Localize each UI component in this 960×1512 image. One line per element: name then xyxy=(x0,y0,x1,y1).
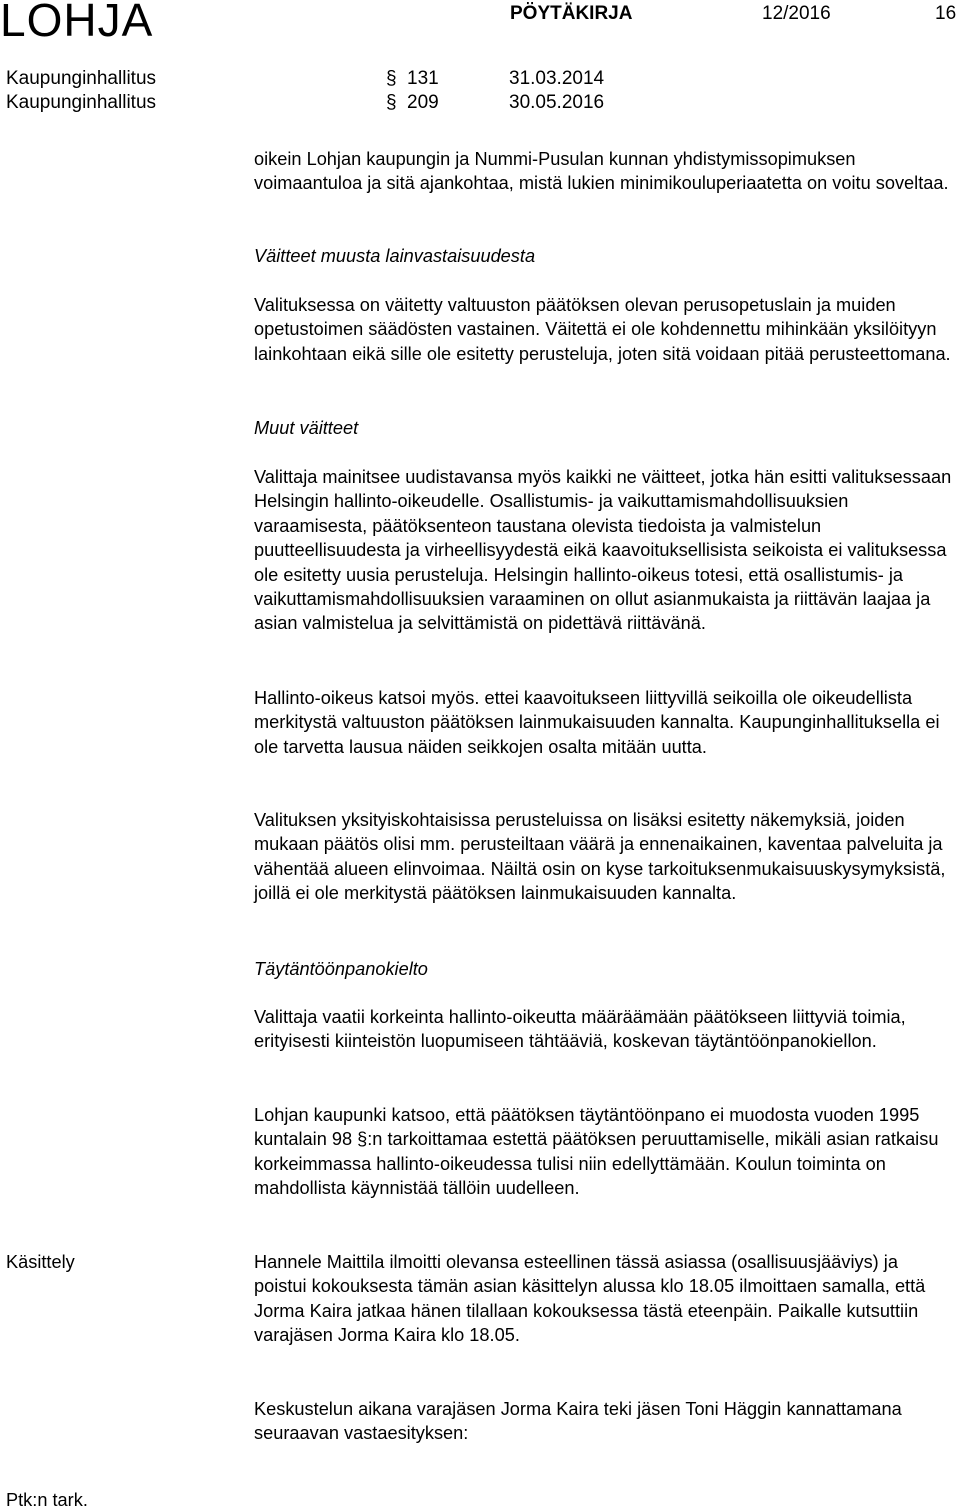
document-type: PÖYTÄKIRJA xyxy=(510,3,633,24)
paragraph: Hannele Maittila ilmoitti olevansa esteellinen tässä asiassa (osallisuusjääviys) ja poistui kokouksesta tämän asian käsittelyn alussa klo 18.05 ilmoittaen samalla, että Jorma Kaira jatkaa hänen tilallaan kokouksessa tästä eteenpäin. Paikalle kutsuttiin varajäsen Jorma Kaira klo 18.05. xyxy=(254,1252,926,1346)
meta-org: Kaupunginhallitus xyxy=(6,68,157,89)
paragraph: Valittaja mainitsee uudistavansa myös kaikki ne väitteet, jotka hän esitti valituksessaan Helsingin hallinto-oikeudelle. Osallistumis- ja vaikuttamismahdollisuuksien varaamisesta, päätöksenteon taustana olevista tiedoista ja valmistelun puutteellisuudesta ja virheellisyydestä eikä kaavoituksellisista seikoista ei valituksessa ole esitetty uusia perusteluja. Helsingin hallinto-oikeus totesi, että osallistumis- ja vaikuttamismahdollisuuksien varaaminen on ollut asianmukaista ja riittävän laajaa ja asian valmistelua ja selvittämistä on pidettävä riittävänä. xyxy=(254,467,952,634)
meta-date: 30.05.2016 xyxy=(509,92,605,113)
meta-section-number: 131 xyxy=(407,68,439,89)
section-sign: § xyxy=(386,68,397,89)
lohja-logo: LOHJA xyxy=(0,0,154,46)
paragraph: oikein Lohjan kaupungin ja Nummi-Pusulan kunnan yhdistymissopimuksen voimaantuloa ja sitä ajankohtaa, mistä lukien minimikouluperiaatetta on voitu soveltaa. xyxy=(254,149,949,194)
section-heading: Muut väitteet xyxy=(254,418,359,438)
paragraph: Valituksessa on väitetty valtuuston päätöksen olevan perusopetuslain ja muiden opetustoimen säädösten vastainen. Väitettä ei ole kohdennettu mihinkään yksilöityyn lainkohtaan eikä sille ole esitetty perusteluja, joten sitä voidaan pitää perusteettomana. xyxy=(254,295,951,364)
meta-date: 31.03.2014 xyxy=(509,68,605,89)
document-number: 12/2016 xyxy=(762,3,831,24)
section-sign: § xyxy=(386,92,397,113)
kasittely-label: Käsittely xyxy=(6,1252,75,1272)
meta-org: Kaupunginhallitus xyxy=(6,92,157,113)
meta-row xyxy=(6,91,706,115)
meta-section-number: 209 xyxy=(407,92,439,113)
section-heading: Väitteet muusta lainvastaisuudesta xyxy=(254,246,536,266)
paragraph: Lohjan kaupunki katsoo, että päätöksen täytäntöönpano ei muodosta vuoden 1995 kuntalain 98 §:n tarkoittamaa estettä päätöksen peruuttamiselle, mikäli asian ratkaisu korkeimmassa hallinto-oikeudessa tulisi niin edellyttämään. Koulun toiminta on mahdollista käynnistää tällöin uudelleen. xyxy=(254,1105,939,1199)
paragraph: Valituksen yksityiskohtaisissa perusteluissa on lisäksi esitetty näkemyksiä, joiden mukaan päätös olisi mm. perusteiltaan väärä ja ennenaikainen, kaventaa palveluita ja vähentää alueen elinvoimaa. Näiltä osin on kyse tarkoituksenmukaisuuskysymyksistä, joillä ei ole merkitystä päätöksen lainmukaisuuden kannalta. xyxy=(254,810,946,904)
section-heading: Täytäntöönpanokielto xyxy=(254,959,428,979)
page-number: 16 xyxy=(935,3,957,24)
paragraph: Hallinto-oikeus katsoi myös. ettei kaavoitukseen liittyvillä seikoilla ole oikeudellista merkitystä valtuuston päätöksen lainmukaisuuden kannalta. Kaupunginhallituksella ei ole tarvetta lausua näiden seikkojen osalta mitään uutta. xyxy=(254,688,940,757)
meta-row xyxy=(6,67,706,91)
footer-label: Ptk:n tark. xyxy=(6,1490,88,1510)
paragraph: Keskustelun aikana varajäsen Jorma Kaira teki jäsen Toni Häggin kannattamana seuraavan vastaesityksen: xyxy=(254,1399,902,1444)
paragraph: Valittaja vaatii korkeinta hallinto-oikeutta määräämään päätökseen liittyviä toimia, erityisesti kiinteistön luopumiseen tähtääviä, koskevan täytäntöönpanokiellon. xyxy=(254,1007,906,1052)
